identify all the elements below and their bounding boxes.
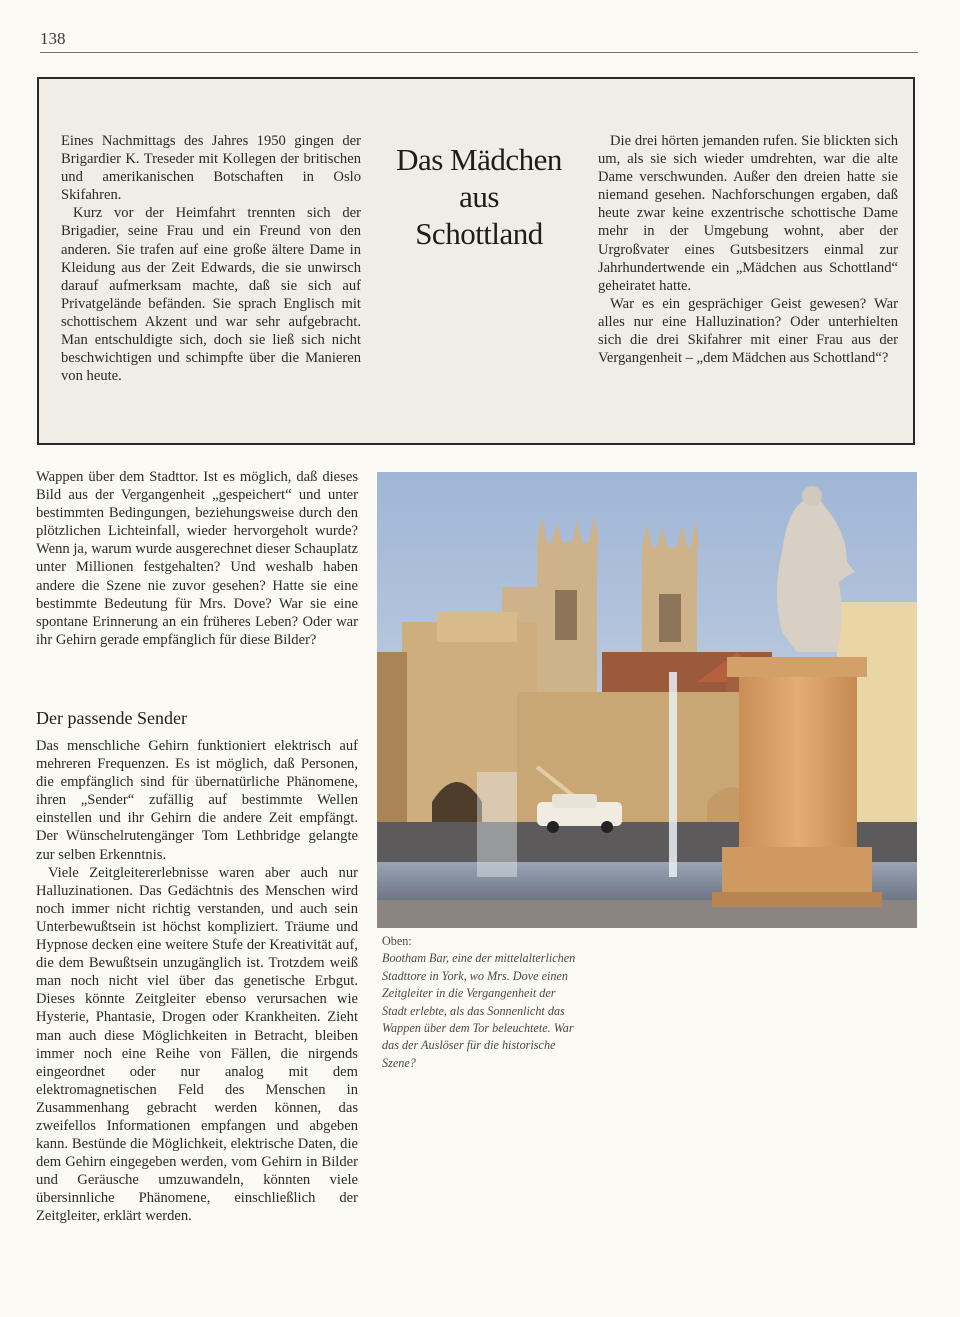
caption-text: Bootham Bar, eine der mittelalterlichen Stadttore in York, wo Mrs. Dove einen Zeitgleiter in die Vergangenheit der Stadt erlebte, als das Sonnenlicht das Wappen über dem Tor beleuchtete. War das der Auslöser für die historische Szene? [382, 951, 576, 1070]
york-photo [377, 472, 917, 928]
page-number: 138 [40, 29, 66, 48]
header-rule [40, 52, 918, 53]
bootham-bar-illustration [377, 472, 917, 928]
box-paragraph: Kurz vor der Heimfahrt trennten sich der Brigadier, seine Frau und ein Freund von den anderen. Sie trafen auf eine große ältere Dame in Kleidung aus der Zeit Edwards, die sie unwirsch darauf aufmerksam machte, daß sie sich auf Privatgelände befänden. Sie sprach Englisch mit schottischem Akzent und war sehr aufgebracht. Man entschuldigte sich, doch sie ließ sich nicht beschwichtigen und schimpfte über die Manieren von heute. [61, 205, 361, 385]
box-right-column [598, 132, 898, 367]
box-paragraph: Eines Nachmittags des Jahres 1950 gingen der Brigardier K. Treseder mit Kollegen der britischen und amerikanischen Botschaften in Oslo Skifahren. [61, 133, 361, 204]
section-heading: Der passende Sender [36, 708, 187, 728]
box-title-line: aus [459, 179, 499, 214]
box-paragraph: Die drei hörten jemanden rufen. Sie blickten sich um, als sie sich wieder umdrehten, war die alte Dame verschwunden. Außer den dreien hatte sie niemand gesehen. Nachforschungen ergaben, daß heute zwar keine exzentrische schottische Dame mehr in der Umgebung wohnt, aber der Urgroßvater eines Gutsbesitzers einmal zur Jahrhundertwende ein „Mädchen aus Schottland“ geheiratet hatte. [598, 133, 898, 294]
box-paragraph: War es ein gesprächiger Geist gewesen? War alles nur eine Halluzination? Oder unterhielten sich die drei Skifahrer mit einer Frau aus der Vergangenheit – „dem Mädchen aus Schottland“? [598, 295, 898, 367]
article-paragraph: Das menschliche Gehirn funktioniert elektrisch auf mehreren Frequenzen. Es ist möglich, daß Personen, die empfänglich sind für übernatürliche Phänomene, ihren „Sender“ zufällig auf bestimmte Wellen einstellen und ihr Gehirn die andere Zeit empfängt. Der Wünschelrutengänger Tom Lethbridge gelangte zur selben Erkenntnis. [36, 738, 358, 863]
article-paragraph: Wappen über dem Stadttor. Ist es möglich, daß dieses Bild aus der Vergangenheit „gespeichert“ und unter bestimmten Bedingungen, beziehungsweise durch den plötzlichen Lichteinfall, wieder hervorgeholt wurde? Wenn ja, warum wurde ausgerechnet dieser Schauplatz unter Millionen festgehalten? Und weshalb haben andere die Szene nie zuvor gesehen? Hatte sie eine bestimmte Bedeutung für Mrs. Dove? War sie eine spontane Erinnerung an ein früheres Leben? Oder war ihr Gehirn gerade empfänglich für diese Bilder? [36, 469, 358, 648]
article-paragraph: Viele Zeitgleitererlebnisse waren aber auch nur Halluzinationen. Das Gedächtnis des Menschen wird noch immer nicht richtig verstanden, und auch sein Unterbewußtsein ist höchst kompliziert. Träume und Hypnose decken eine weitere Stufe der Kreativität auf, die dem Bewußtsein unzugänglich ist. Trotzdem weiß man noch nicht viel über das genetische Erbgut. Dieses könnte Zeitgleiter ebenso verursachen wie Hysterie, Phantasie, Drogen oder Krankheiten. Zieht man auch diese Möglichkeiten in Betracht, bleiben immer noch eine Reihe von Fällen, die nirgends eingeordnet oder nur analog mit dem elektromagnetischen Feld des Menschen in Zusammenhang gebracht werden können, das zweifellos Informationen empfangen und abgeben kann. Bestünde die Möglichkeit, elektrische Daten, die dem Gehirn eingegeben werden, vom Gehirn in Bilder und Geräusche umzuwandeln, könnten viele übersinnliche Phänomene, einschließlich der Zeitgleiter, erklärt werden. [36, 864, 358, 1225]
box-left-column [61, 132, 361, 385]
photo-caption [382, 933, 582, 1072]
box-title [379, 141, 579, 252]
article-intro [36, 468, 358, 649]
caption-label: Oben: [382, 934, 412, 948]
box-title-line: Schottland [415, 216, 543, 251]
sidebar-box [37, 77, 915, 445]
box-title-line: Das Mädchen [396, 142, 562, 177]
article-body [36, 737, 358, 1226]
